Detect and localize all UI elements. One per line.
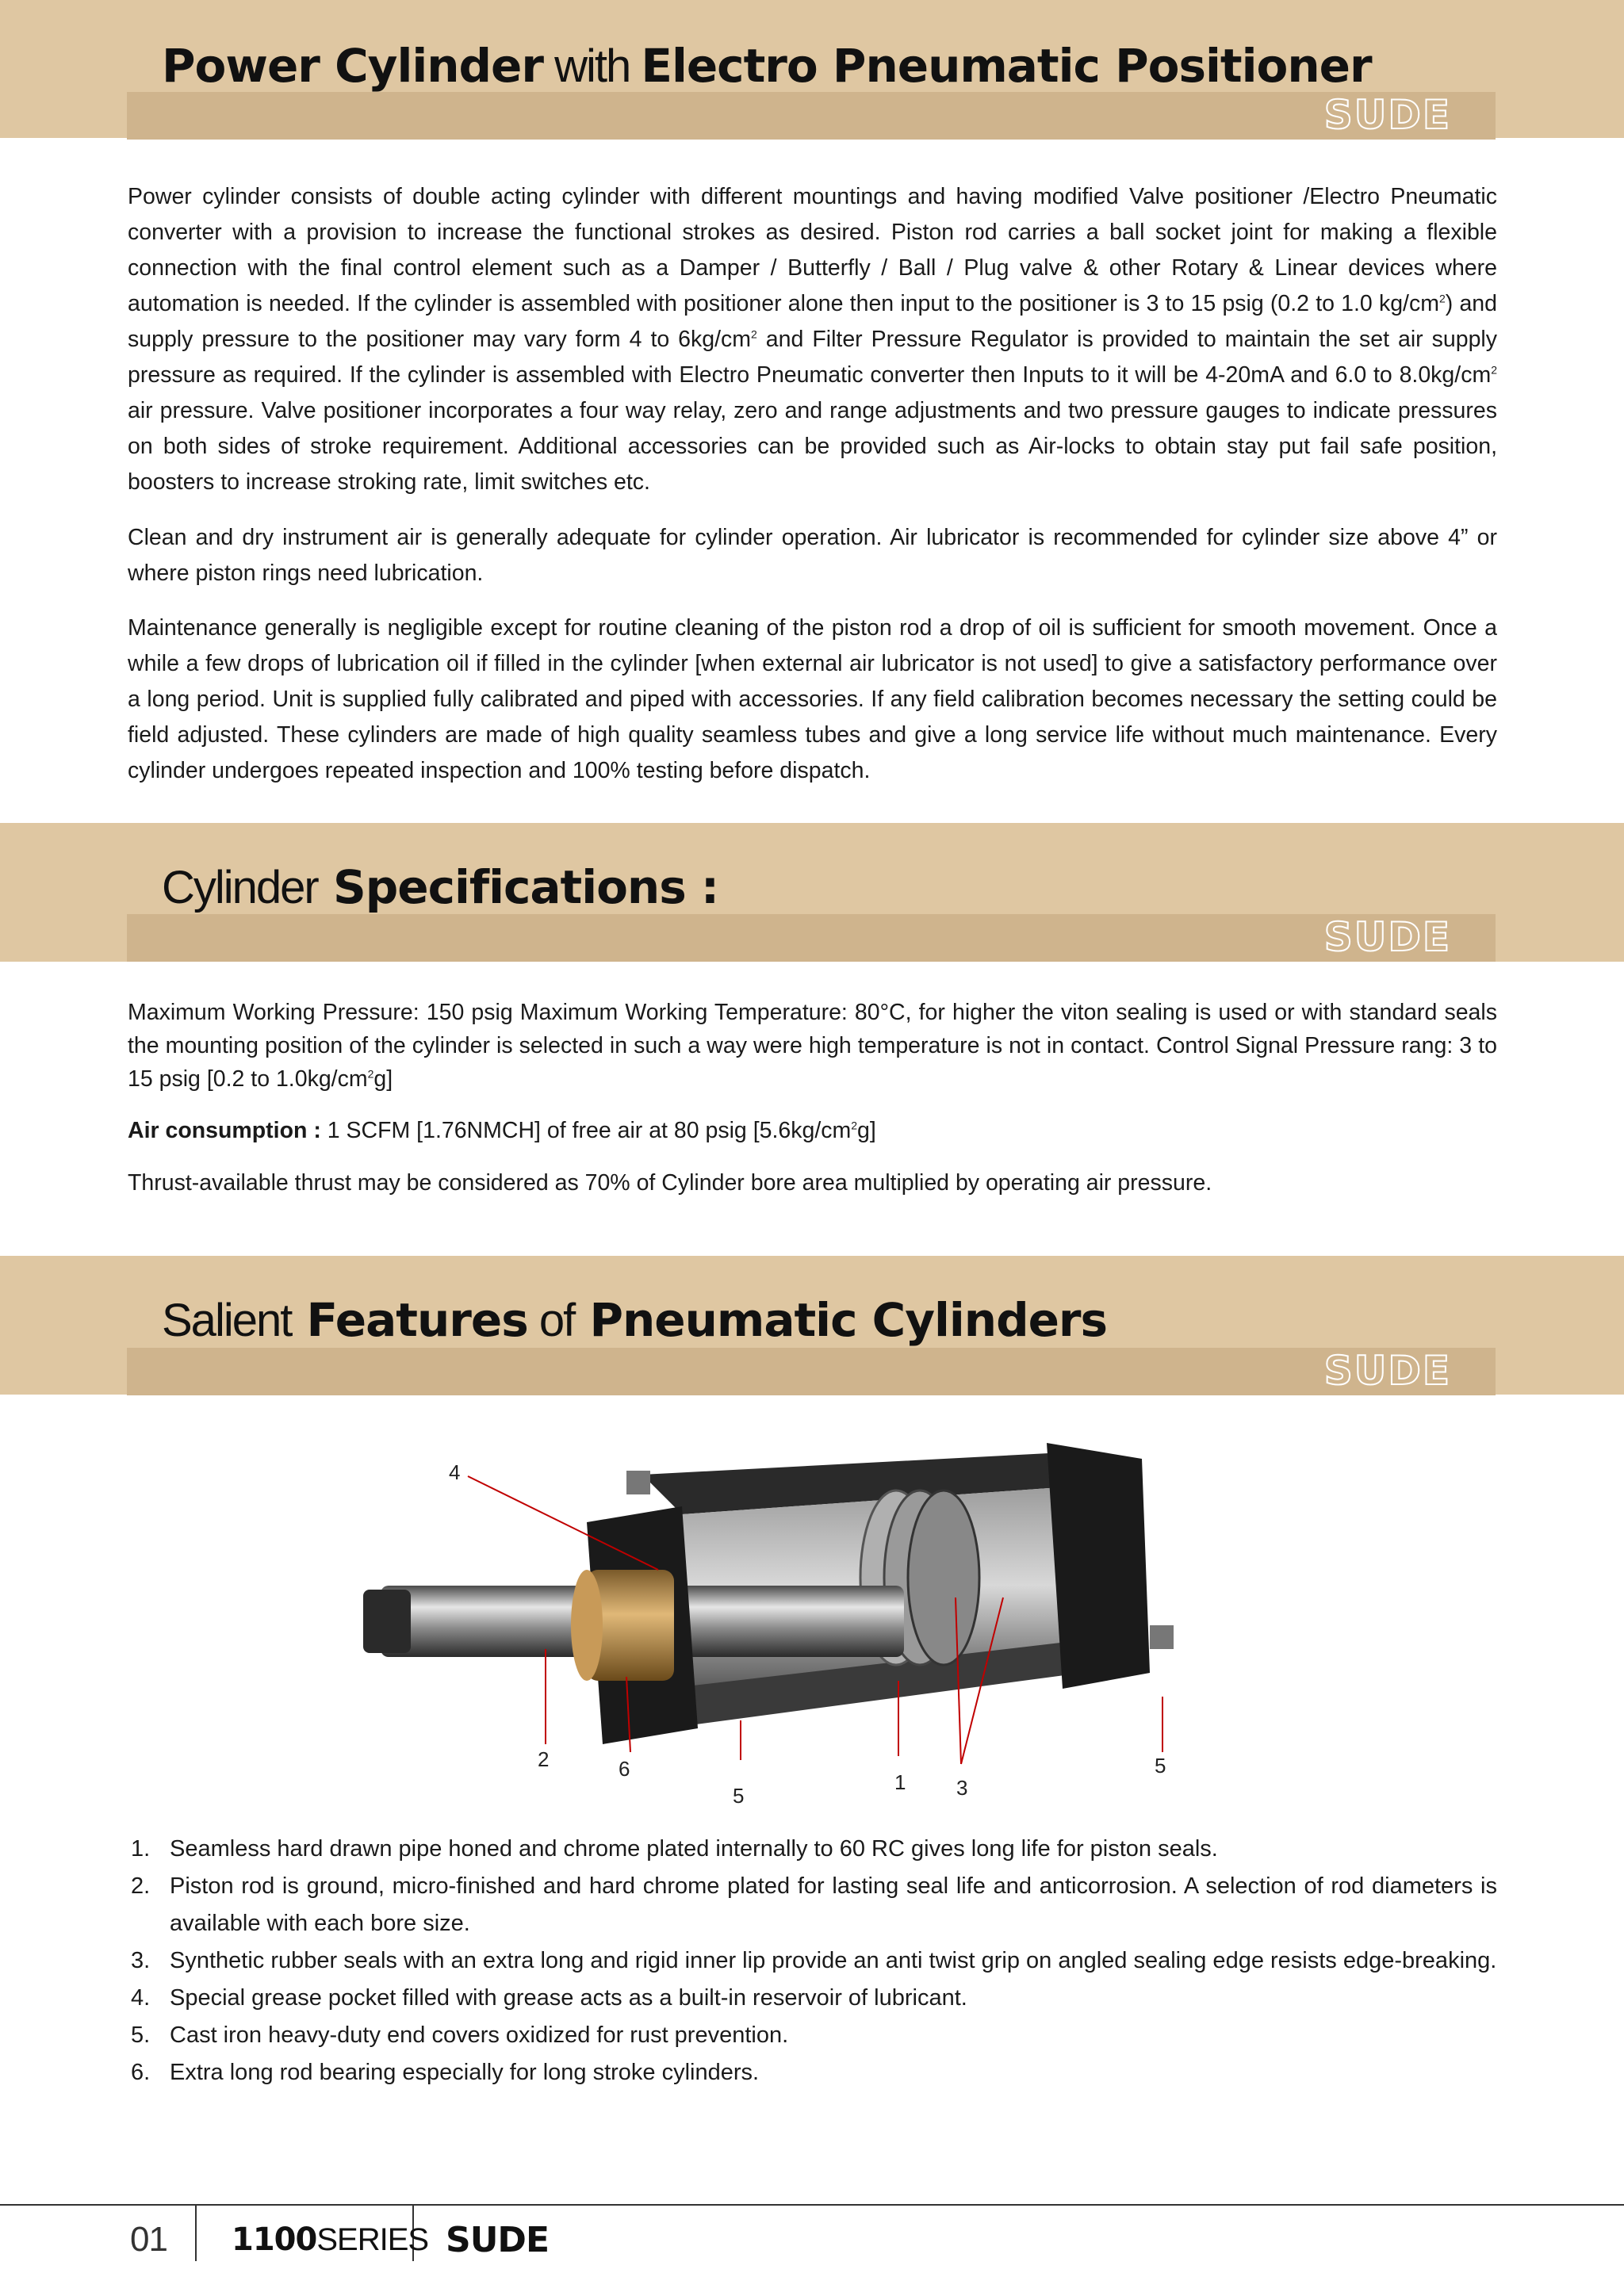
list-item: 3. Synthetic rubber seals with an extra long and rigid inner lip provide an anti twist grip on angled sealing edge resists edge-breaking. bbox=[131, 1948, 1497, 1973]
header-band-3 bbox=[0, 1256, 1624, 1395]
callout-line-3a bbox=[956, 1598, 961, 1764]
features-list bbox=[128, 1831, 1497, 2091]
header-strip bbox=[127, 1348, 1496, 1395]
sude-watermark: SUDE bbox=[1323, 914, 1451, 960]
callout-5-rear: 5 bbox=[1155, 1754, 1166, 1777]
callout-6: 6 bbox=[619, 1757, 630, 1781]
header-strip bbox=[127, 914, 1496, 962]
callout-line-4 bbox=[468, 1476, 658, 1570]
list-item: 5. Cast iron heavy-duty end covers oxidized for rust prevention. bbox=[131, 2022, 789, 2048]
footer-divider bbox=[195, 2206, 197, 2261]
callout-5-front: 5 bbox=[733, 1784, 745, 1808]
sude-watermark: SUDE bbox=[1323, 92, 1451, 138]
header-band-1 bbox=[0, 0, 1624, 138]
page-title: Power Cylinder with Electro Pneumatic Positioner bbox=[162, 39, 1372, 93]
series-label: 1100SERIES bbox=[232, 2221, 429, 2258]
header-band-2 bbox=[0, 823, 1624, 962]
page-number: 01 bbox=[130, 2220, 167, 2259]
footer-rule bbox=[0, 2204, 1624, 2206]
list-item: 1. Seamless hard drawn pipe honed and chrome plated internally to 60 RC gives long life for piston seals. bbox=[131, 1836, 1218, 1862]
header-strip bbox=[127, 92, 1496, 140]
callout-4: 4 bbox=[449, 1460, 461, 1484]
callout-2: 2 bbox=[538, 1747, 550, 1771]
brand-name: SUDE bbox=[446, 2220, 549, 2260]
callout-lines bbox=[0, 1427, 1624, 1823]
callout-3: 3 bbox=[956, 1776, 968, 1800]
intro-paragraph-3: Maintenance generally is negligible except for routine cleaning of the piston rod a drop of oil is sufficient for smooth movement. Once a while a few drops of lubrication oil if filled in the cylinder [when external air lubricator is not used] to give a satisfactory performance over a long period. Unit is supplied fully calibrated and piped with accessories. If any field calibration becomes necessary the setting could be field adjusted. These cylinders are made of high quality seamless tubes and give a long service life without much maintenance. Every cylinder undergoes repeated inspection and 100% testing before dispatch. bbox=[128, 615, 1497, 783]
list-item: 4. Special grease pocket filled with grease acts as a built-in reservoir of lubricant. bbox=[131, 1985, 967, 2011]
list-item: 6. Extra long rod bearing especially for long stroke cylinders. bbox=[131, 2060, 760, 2085]
list-item: 2. Piston rod is ground, micro-finished and hard chrome plated for lasting seal life and anticorrosion. A selection of rod diameters is available with each bore size. bbox=[131, 1873, 1497, 1936]
intro-paragraph-1: Power cylinder consists of double acting cylinder with different mountings and having modified Valve positioner /Electro Pneumatic converter with a provision to increase the functional strokes as desired. Piston rod carries a ball socket joint for making a flexible connection with the final control element such as a Damper / Butterfly / Ball / Plug valve & other Rotary & Linear devices where automation is needed. If the cylinder is assembled with positioner alone then input to the positioner is 3 to 15 psig (0.2 to 1.0 $kg/cm^2$) and supply pressure to the positioner may vary form 4 to $6kg/cm^2$ and Filter Pressure Regulator is provided to maintain the set air supply pressure as required. If the cylinder is assembled with Electro Pneumatic converter then Inputs to it will be 4-20mA and 6.0 to $8.0kg/cm^2$ air pressure. Valve positioner incorporates a four way relay, zero and range adjustments and two pressure gauges to indicate pressures on both sides of stroke requirement. Additional accessories can be provided such as Air-locks to obtain stay put fail safe position, boosters to increase stroking rate, limit switches etc. bbox=[128, 184, 1498, 495]
callout-line-6 bbox=[626, 1677, 630, 1752]
specs-paragraph: Maximum Working Pressure: 150 psig Maximum Working Temperature: 80°C, for higher the viton sealing is used or with standard seals the mounting position of the cylinder is selected in such a way were high temperature is not in contact. Control Signal Pressure rang: 3 to 15 psig [0.2 to $1.0kg/cm^2g$] bbox=[128, 1000, 1497, 1092]
sude-watermark: SUDE bbox=[1323, 1348, 1451, 1394]
thrust-line: Thrust-available thrust may be considered as 70% of Cylinder bore area multiplied by operating air pressure. bbox=[128, 1170, 1212, 1196]
section-title-features: Salient Features of Pneumatic Cylinders bbox=[162, 1293, 1108, 1347]
callout-1: 1 bbox=[894, 1770, 906, 1794]
intro-paragraph-2: Clean and dry instrument air is generally adequate for cylinder operation. Air lubricator is recommended for cylinder size above 4” or where piston rings need lubrication. bbox=[128, 525, 1497, 586]
section-title-specifications: Cylinder Specifications : bbox=[162, 860, 719, 914]
air-consumption-line: Air consumption : 1 SCFM [1.76NMCH] of free air at 80 psig $[5.6kg/cm^2g]$ bbox=[128, 1118, 876, 1143]
callout-line-3b bbox=[961, 1598, 1003, 1764]
